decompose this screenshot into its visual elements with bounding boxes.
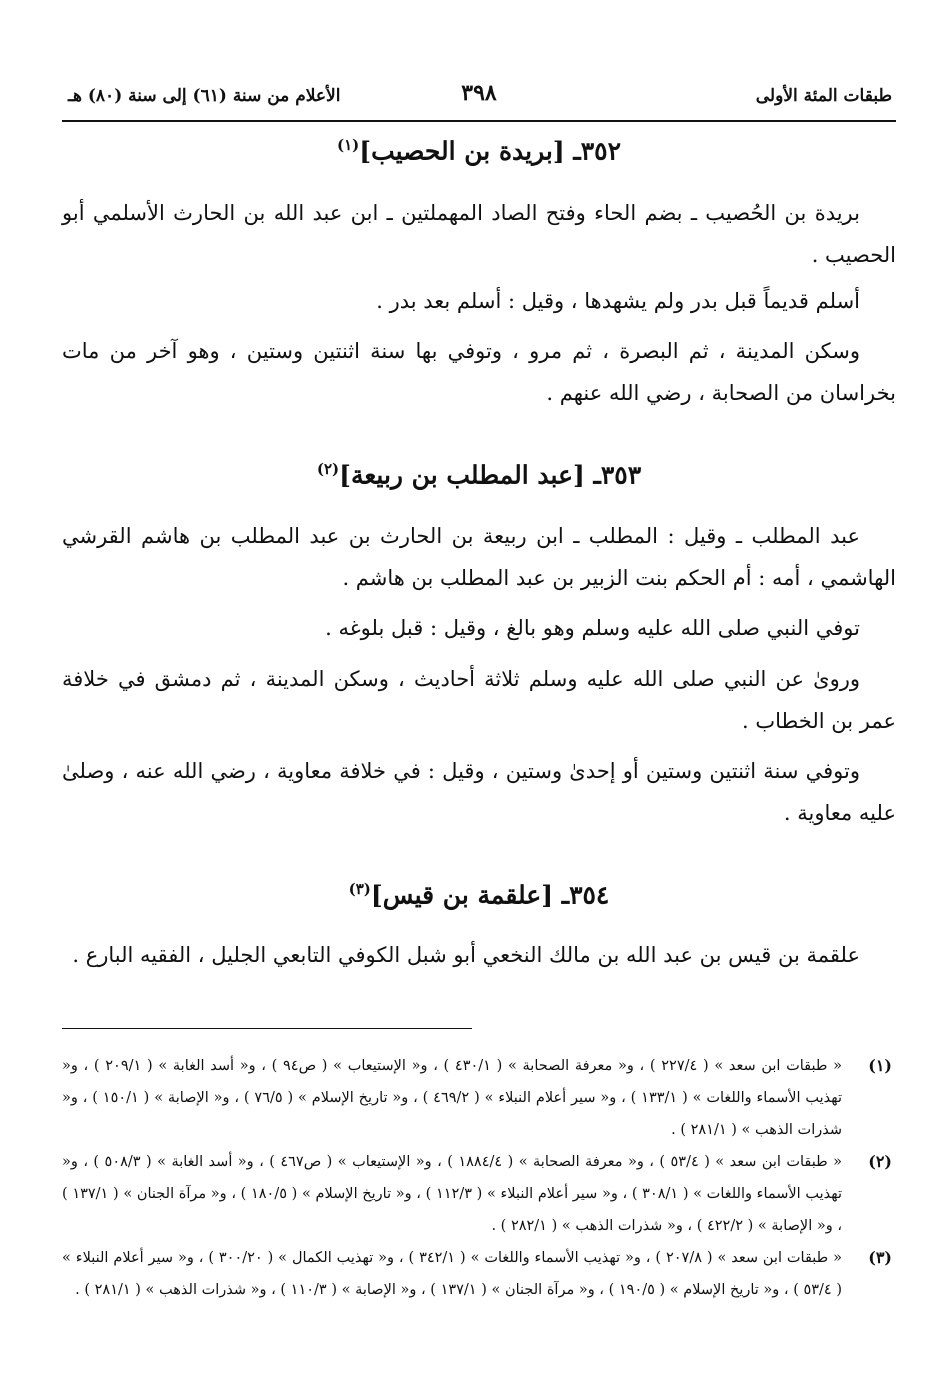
- page-number: ٣٩٨: [461, 80, 497, 106]
- entry-title-text: ٣٥٤ـ [علقمة بن قيس]: [370, 880, 610, 910]
- year-range: الأعلام من سنة (٦١) إلى سنة (٨٠) هـ: [68, 86, 341, 106]
- paragraph: وروىٰ عن النبي صلى الله عليه وسلم ثلاثة أحاديث ، وسكن المدينة ، ثم دمشق في خلافة عمر بن الخطاب .: [62, 667, 896, 733]
- paragraph: أسلم قديماً قبل بدر ولم يشهدها ، وقيل : أسلم بعد بدر .: [376, 289, 860, 313]
- footnote-rule: [62, 1028, 472, 1029]
- entry-title: [62, 880, 896, 909]
- footnote-text: « طبقات ابن سعد » ( ٢٠٧/٨ ) ، و« تهذيب الأسماء واللغات » ( ٣٤٢/١ ) ، و« تهذيب الكمال » ( ٣٠٠/٢٠ ) ، و« سير أعلام النبلاء » ( ٥٣/٤ ) ، و« تاريخ الإسلام » ( ١٩٠/٥ ) ، و« مرآة الجنان » ( ١٣٧/١ ) ، و« الإصابة » ( ١١٠/٣ ) ، و« شذرات الذهب » ( ٢٨١/١ ) .: [62, 1250, 842, 1298]
- footnotes: [62, 1050, 896, 1306]
- footnote-number: (١): [868, 1056, 892, 1075]
- paragraph: توفي النبي صلى الله عليه وسلم وهو بالغ ، وقيل : قبل بلوغه .: [325, 616, 860, 640]
- footnote-number: (٣): [868, 1248, 892, 1267]
- paragraph: بريدة بن الحُصيب ـ بضم الحاء وفتح الصاد المهملتين ـ ابن عبد الله بن الحارث الأسلمي أبو الحصيب .: [62, 201, 896, 267]
- book-title: طبقات المئة الأولى: [755, 86, 892, 106]
- entry-title-text: ٣٥٢ـ [بريدة بن الحصيب]: [359, 136, 622, 166]
- paragraph: وسكن المدينة ، ثم البصرة ، ثم مرو ، وتوفي بها سنة اثنتين وستين ، وهو آخر من مات بخراسان من الصحابة ، رضي الله عنهم .: [62, 339, 896, 405]
- paragraph: علقمة بن قيس بن عبد الله بن مالك النخعي أبو شبل الكوفي التابعي الجليل ، الفقيه البارع .: [72, 943, 860, 967]
- footnote: [62, 1242, 896, 1306]
- footnote-number: (٢): [868, 1152, 892, 1171]
- footnote-ref: (٣): [348, 880, 371, 898]
- entry-title-text: ٣٥٣ـ [عبد المطلب بن ربيعة]: [339, 460, 642, 490]
- footnote: [62, 1146, 896, 1242]
- running-header: [62, 80, 896, 116]
- footnote: [62, 1050, 896, 1146]
- entry-title: [62, 460, 896, 489]
- entry-title: [62, 136, 896, 165]
- footnote-text: « طبقات ابن سعد » ( ٢٢٧/٤ ) ، و« معرفة الصحابة » ( ٤٣٠/١ ) ، و« الإستيعاب » ( ص٩٤ ) ، و« أسد الغابة » ( ٢٠٩/١ ) ، و« تهذيب الأسماء واللغات » ( ١٣٣/١ ) ، و« سير أعلام النبلاء » ( ٤٦٩/٢ ) ، و« تاريخ الإسلام » ( ٧٦/٥ ) ، و« الإصابة » ( ١٥٠/١ ) ، و« شذرات الذهب » ( ٢٨١/١ ) .: [62, 1058, 843, 1138]
- paragraph: عبد المطلب ـ وقيل : المطلب ـ ابن ربيعة بن الحارث بن عبد المطلب بن هاشم القرشي الهاشمي ، أمه : أم الحكم بنت الزبير بن عبد المطلب بن هاشم .: [62, 524, 896, 590]
- document-page: [62, 0, 896, 1391]
- header-rule: [62, 120, 896, 122]
- footnote-ref: (٢): [316, 460, 340, 478]
- footnote-text: « طبقات ابن سعد » ( ٥٣/٤ ) ، و« معرفة الصحابة » ( ١٨٨٤/٤ ) ، و« الإستيعاب » ( ص٤٦٧ ) ، و« أسد الغابة » ( ٥٠٨/٣ ) ، و« تهذيب الأسماء واللغات » ( ٣٠٨/١ ) ، و« سير أعلام النبلاء » ( ١١٢/٣ ) ، و« تاريخ الإسلام » ( ١٨٠/٥ ) ، و« مرآة الجنان » ( ١٣٧/١ ) ، و« الإصابة » ( ٤٢٢/٢ ) ، و« شذرات الذهب » ( ٢٨٢/١ ) .: [62, 1154, 842, 1234]
- footnote-ref: (١): [336, 136, 360, 154]
- paragraph: وتوفي سنة اثنتين وستين أو إحدىٰ وستين ، وقيل : في خلافة معاوية ، رضي الله عنه ، وصلىٰ عليه معاوية .: [62, 759, 896, 825]
